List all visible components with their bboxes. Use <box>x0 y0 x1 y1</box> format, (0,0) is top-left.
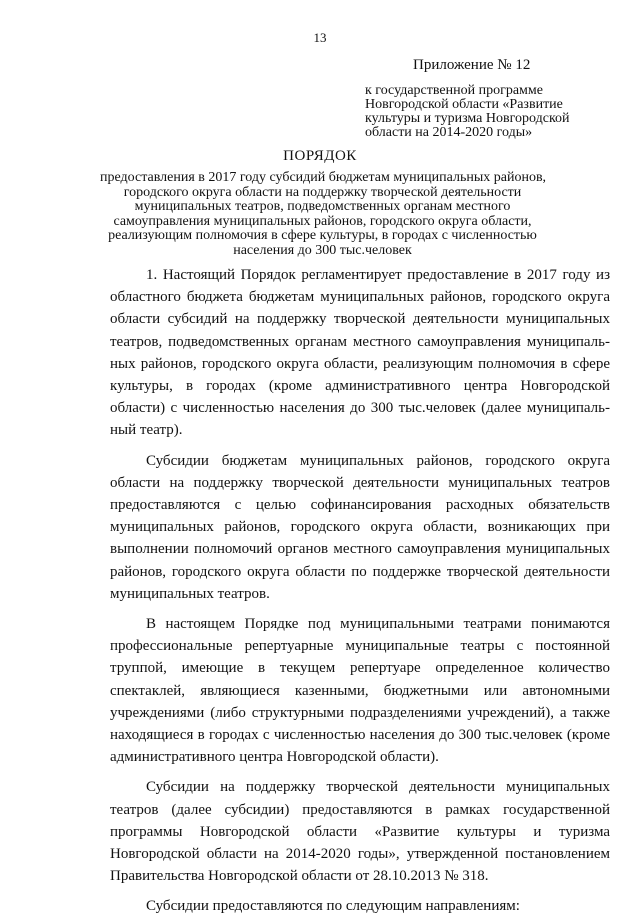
paragraph: Субсидии бюджетам муниципальных районов, городского округа области на поддержку творческой деятельности муниципальных театров предоставляются с целью софинансирования расходных обязательств муниципальных районов, городского округа области, возникающих при выполнении полномочий органов местного самоуправления муниципальных районов, городского округа области по поддержке творческой деятельности муниципальных театров. <box>110 452 610 602</box>
document-body <box>110 264 610 918</box>
appendix-line: культуры и туризма Новгородской <box>365 111 570 126</box>
document-subtitle <box>100 171 545 258</box>
document-title: ПОРЯДОК <box>283 148 357 164</box>
appendix-text <box>365 84 625 140</box>
subtitle-line: муниципальных театров, подведомственных органам местного <box>134 199 511 214</box>
subtitle-line: предоставления в 2017 году субсидий бюджетам муниципальных районов, <box>100 170 547 185</box>
subtitle-line: городского округа области на поддержку творческой деятельности <box>123 184 522 200</box>
subtitle-line: населения до 300 тыс.человек <box>233 242 412 258</box>
appendix-line: области на 2014-2020 годы» <box>365 125 533 140</box>
paragraph: Субсидии на поддержку творческой деятельности муниципальных театров (далее субсидии) предоставляются в рамках государственной программы Новгородской области «Развитие культуры и туризма Новгородской области на 2014-2020 годы», утвержденной постановлением Правительства Новгородской области от 28.10.2013 № 318. <box>110 779 610 885</box>
appendix-line: Новгородской области «Развитие <box>365 97 563 112</box>
appendix-line: к государственной программе <box>365 83 543 98</box>
paragraph: Субсидии предоставляются по следующим направлениям: <box>146 898 520 915</box>
subtitle-line: реализующим полномочия в сфере культуры, в городах с численностью <box>108 228 537 243</box>
appendix-title: Приложение № 12 <box>413 57 531 73</box>
paragraph: 1. Настоящий Порядок регламентирует предоставление в 2017 году из областного бюджета бюджетам муниципальных районов, городского округа области субсидий на поддержку творческой деятельности муниципальных театров, подведомственных органам местного самоуправления муниципальных районов, городского округа области, реализующим полномочия в сфере культуры, в городах (кроме административного центра Новгородской области) с численностью населения до 300 тыс.человек (далее муниципальный театр). <box>110 267 610 439</box>
paragraph: В настоящем Порядке под муниципальными театрами понимаются профессиональные репертуарные муниципальные театры с постоянной труппой, имеющие в текущем репертуаре определенное количество спектаклей, являющиеся казенными, бюджетными или автономными учреждениями (либо структурными подразделениями учреждений), а также находящиеся в городах с численностью населения до 300 тыс.человек (кроме административного центра Новгородской области). <box>110 616 610 766</box>
subtitle-line: самоуправления муниципальных районов, городского округа области, <box>113 213 532 229</box>
page-number: 13 <box>313 30 327 45</box>
appendix-block <box>365 56 625 140</box>
